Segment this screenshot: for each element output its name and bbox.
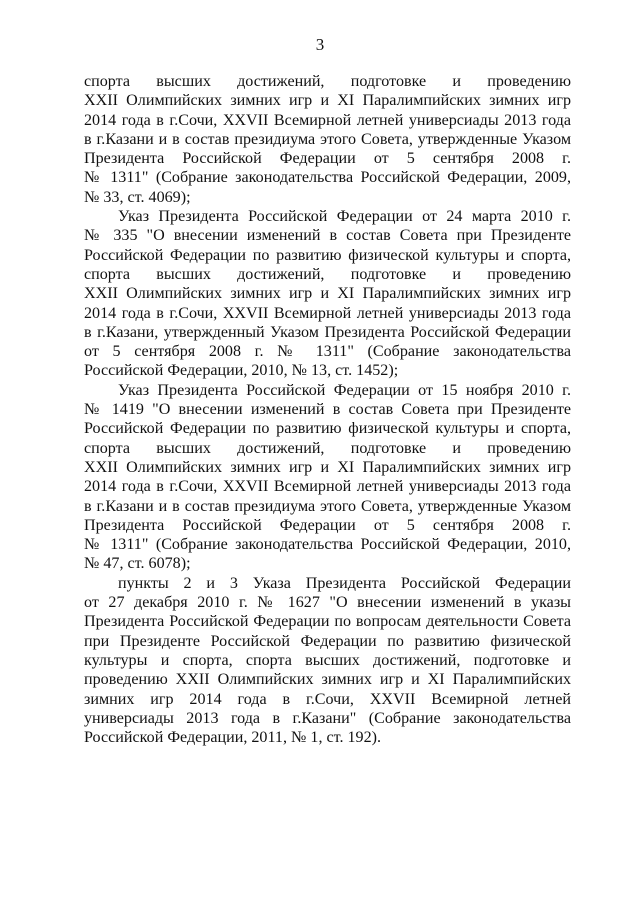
paragraph-line: 2014 года в г.Сочи, XXVII Всемирной летней универсиады 2013 года xyxy=(84,304,571,322)
document-body xyxy=(84,72,571,747)
paragraph-line: Российской Федерации, 2011, № 1, ст. 192). xyxy=(84,729,382,747)
paragraph-line: спорта высших достижений, подготовке и проведению xyxy=(84,439,571,457)
paragraph-line: в г.Казани, утвержденный Указом Президента Российской Федерации xyxy=(84,323,571,341)
paragraph-line: Российской Федерации, 2010, № 13, ст. 1452); xyxy=(84,362,399,380)
paragraph-line: при Президенте Российской Федерации по развитию физической xyxy=(84,632,571,650)
paragraph-line: зимних игр 2014 года в г.Сочи, XXVII Всемирной летней xyxy=(84,690,571,708)
paragraph-line: № 47, ст. 6078); xyxy=(84,555,191,573)
paragraph xyxy=(84,574,571,748)
paragraph-line: универсиады 2013 года в г.Казани" (Собрание законодательства xyxy=(84,709,571,727)
paragraph-line: Президента Российской Федерации по вопросам деятельности Совета xyxy=(84,613,571,631)
paragraph-line: Указ Президента Российской Федерации от 15 ноября 2010 г. xyxy=(118,381,571,399)
paragraph-line: № 33, ст. 4069); xyxy=(84,188,191,206)
paragraph-line: от 5 сентября 2008 г. № 1311" (Собрание законодательства xyxy=(84,343,571,361)
paragraph-line: 2014 года в г.Сочи, XXVII Всемирной летней универсиады 2013 года xyxy=(84,478,571,496)
paragraph-line: XXII Олимпийских зимних игр и XI Паралимпийских зимних игр xyxy=(84,458,571,476)
paragraph-line: проведению XXII Олимпийских зимних игр и XI Паралимпийских xyxy=(84,671,571,689)
paragraph-line: спорта высших достижений, подготовке и проведению xyxy=(84,73,571,90)
paragraph-line: Президента Российской Федерации от 5 сентября 2008 г. xyxy=(84,150,571,168)
paragraph-line: в г.Казани и в состав президиума этого Совета, утвержденные Указом xyxy=(84,130,571,148)
paragraph-line: Российской Федерации по развитию физической культуры и спорта, xyxy=(84,246,571,264)
paragraph-line: пункты 2 и 3 Указа Президента Российской Федерации xyxy=(118,574,571,592)
paragraph-line: 2014 года в г.Сочи, XXVII Всемирной летней универсиады 2013 года xyxy=(84,111,571,129)
paragraph-line: Указ Президента Российской Федерации от 24 марта 2010 г. xyxy=(118,208,571,226)
page-number: 3 xyxy=(315,35,325,54)
paragraph xyxy=(84,381,571,574)
paragraph-line: XXII Олимпийских зимних игр и XI Паралимпийских зимних игр xyxy=(84,92,571,110)
paragraph-line: Российской Федерации по развитию физической культуры и спорта, xyxy=(84,420,571,438)
paragraph xyxy=(84,72,571,207)
paragraph-line: Президента Российской Федерации от 5 сентября 2008 г. xyxy=(84,516,571,534)
paragraph-line: № 1419 "О внесении изменений в состав Совета при Президенте xyxy=(84,401,571,419)
paragraph-line: в г.Казани и в состав президиума этого Совета, утвержденные Указом xyxy=(84,497,571,515)
paragraph-line: XXII Олимпийских зимних игр и XI Паралимпийских зимних игр xyxy=(84,285,571,303)
paragraph-line: № 335 "О внесении изменений в состав Совета при Президенте xyxy=(84,227,571,245)
paragraph-line: от 27 декабря 2010 г. № 1627 "О внесении изменений в указы xyxy=(84,594,571,612)
paragraph-line: спорта высших достижений, подготовке и проведению xyxy=(84,265,571,283)
paragraph-line: культуры и спорта, спорта высших достижений, подготовке и xyxy=(84,651,571,669)
paragraph-line: № 1311" (Собрание законодательства Российской Федерации, 2010, xyxy=(84,536,571,554)
paragraph-line: № 1311" (Собрание законодательства Российской Федерации, 2009, xyxy=(84,169,571,187)
paragraph xyxy=(84,207,571,381)
